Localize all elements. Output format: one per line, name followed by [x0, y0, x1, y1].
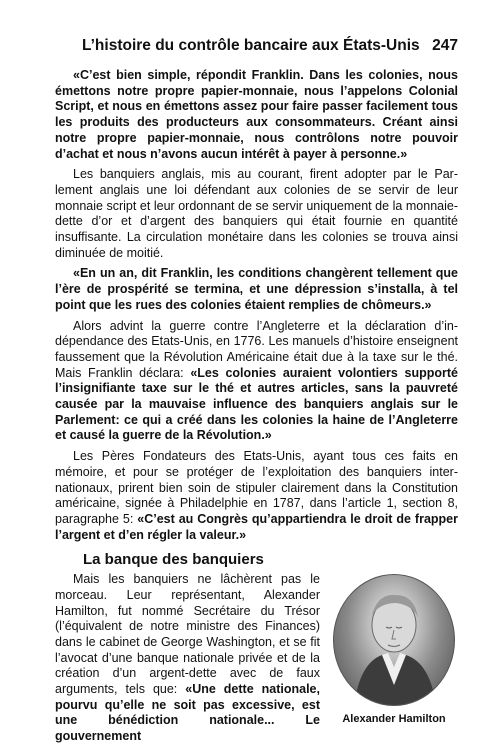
paragraph-4-quote: «Les colonies auraient volontiers supporté l’insignifiante taxe sur le thé et autres articles, sans la pauvreté causée par la mauvaise influence des banquiers anglais sur le Parlement: ce qui a créé dans les colonies la haine de l’Angleterre et causé la guerre de la Révolution.» [55, 365, 458, 443]
header-title: L’histoire du contrôle bancaire aux États-Unis [82, 37, 420, 54]
text-body [55, 68, 458, 750]
paragraph-5-quote: «C’est au Congrès qu’appartiendra le droit de frapper l’argent et d’en régler la valeur.» [55, 511, 458, 542]
paragraph-6-text: Mais les banquiers ne lâchèrent pas le morceau. Leur représentant, Alexander Hamilton, fut nommé Secrétaire du Trésor (l’équivalent de notre ministre des Finances) dans le cabinet de George Washington, et se fit l’avocat d’une banque nationale privée et de la création d’un argent-dette avec de faux arguments, tels que: [55, 572, 320, 697]
quote-paragraph-1: «C’est bien simple, répondit Franklin. Dans les colonies, nous émettons notre propre papier-monnaie, nous l’appelons Colonial Script, et nous en émettons assez pour faire passer facilement tous les produits des producteurs aux consommateurs. Créant ainsi notre propre papier-monnaie, nous contrôlons notre pouvoir d’achat et nous n’avons aucun intérêt à payer à personne.» [55, 68, 458, 161]
portrait-drawing [334, 575, 454, 705]
paragraph-6-quote: «Une dette nationale, pourvu qu’elle ne soit pas excessive, est une bénédiction nationale... Le gouvernement [55, 682, 320, 744]
paragraph-2: Les banquiers anglais, mis au courant, firent adopter par le Parlement anglais une loi défendant aux colonies de se servir de leur monnaie script et leur ordonnant de se servir uniquement de la monnaie-dette d’or et d’argent des banquiers qui était fournie en quantité insuffisante. La circulation monétaire dans les colonies se trouva ainsi diminuée de moitié. [55, 167, 458, 260]
paragraph-5-text: Les Pères Fondateurs des Etats-Unis, ayant tous ces faits en mémoire, et pour se protéger de l’exploitation des banquiers internationaux, prirent bien soin de stipuler clairement dans la Constitution américaine, signée à Philadelphie en 1787, dans l’article 1, section 8, paragraphe 5: [55, 449, 458, 526]
page-number: 247 [432, 37, 458, 54]
paragraph-4-text: Alors advint la guerre contre l’Angleterre et la déclaration d’indépendance des Etats-Unis, en 1776. Les manuels d’histoire enseignent faussement que la Révolution Américaine était due à la taxe sur le thé. Mais Franklin déclara: [55, 318, 458, 380]
quote-paragraph-3: «En un an, dit Franklin, les conditions changèrent tellement que l’ère de prospérité se termina, et une dépression s’installa, à tel point que les rues des colonies étaient remplies de chômeurs.» [55, 266, 458, 312]
hamilton-figure [330, 574, 458, 728]
portrait-caption: Alexander Hamilton [342, 713, 446, 726]
paragraph-4 [55, 319, 458, 445]
hamilton-portrait-image [333, 574, 455, 706]
section-title: La banque des banquiers [83, 551, 264, 569]
paragraph-5 [55, 449, 458, 543]
running-header [82, 37, 458, 55]
